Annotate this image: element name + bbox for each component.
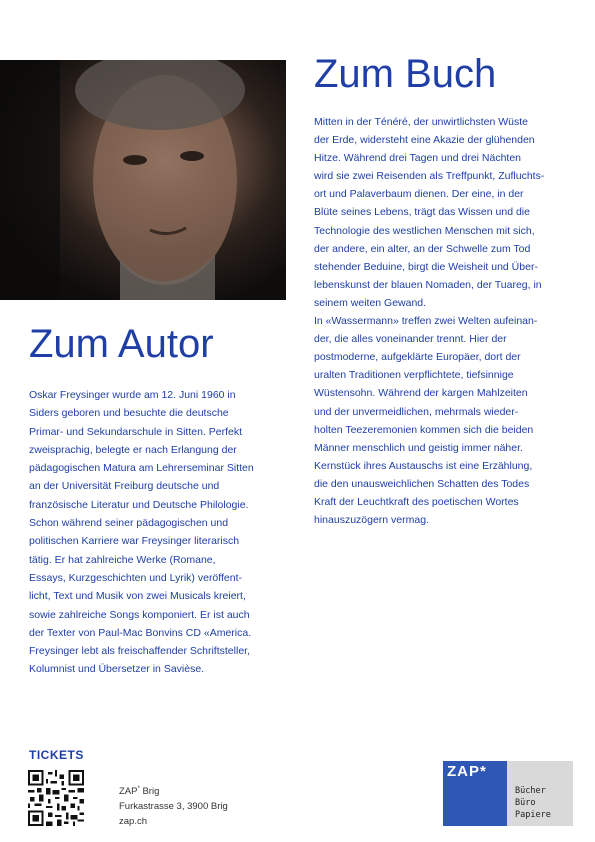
store-mark: * bbox=[137, 786, 140, 792]
book-text-line: Blüte seines Lebens, trägt das Wissen und die bbox=[314, 206, 530, 219]
book-text-line: Wüstensohn. Während der kargen Mahlzeiten bbox=[314, 387, 528, 400]
book-text-line: Kraft der Leuchtkraft des poetischen Wortes bbox=[314, 495, 519, 508]
author-text-line: Schon während seiner pädagogischen und bbox=[29, 517, 229, 530]
book-text-line: In «Wassermann» treffen zwei Welten aufeinan- bbox=[314, 315, 538, 328]
qr-code-icon bbox=[28, 770, 84, 826]
tickets-heading: TICKETS bbox=[29, 748, 84, 762]
store-website-link[interactable]: zap.ch bbox=[119, 816, 147, 828]
logo-word: Büro bbox=[515, 798, 536, 808]
book-text-line: Hitze. Während drei Tagen und drei Nächten bbox=[314, 152, 522, 165]
author-text-line: tätig. Er hat zahlreiche Werke (Romane, bbox=[29, 553, 216, 566]
book-text-line: und der unvermeidlichen, mehrmals wieder- bbox=[314, 405, 519, 418]
author-text-line: licht, Text und Musik von zwei Musicals kreiert, bbox=[29, 590, 246, 603]
logo-word: Bücher bbox=[515, 786, 546, 796]
book-text-line: der Erde, widersteht eine Akazie der glühenden bbox=[314, 134, 535, 147]
book-text-line: holten Teezeremonien kommen sich die beiden bbox=[314, 423, 534, 436]
author-text-line: Oskar Freysinger wurde am 12. Juni 1960 in bbox=[29, 389, 236, 401]
zap-logo bbox=[443, 761, 573, 826]
book-text-line: Technologie des westlichen Menschen mit sich, bbox=[314, 224, 535, 237]
author-text-line: der Texter von Paul-Mac Bonvins CD «America. bbox=[29, 626, 252, 639]
ticket-address bbox=[119, 782, 228, 829]
book-text-line: Kernstück ihres Austauschs ist eine Erzählung, bbox=[314, 459, 533, 472]
author-portrait bbox=[0, 60, 286, 300]
author-biography bbox=[29, 386, 275, 679]
author-text-line: sowie zahlreiche Songs komponiert. Er ist auch bbox=[29, 608, 250, 621]
author-heading: Zum Autor bbox=[29, 322, 214, 366]
book-text-line: der andere, ein alter, an der Schwelle zum Tod bbox=[314, 242, 531, 255]
author-text-line: Primar- und Sekundarschule in Sitten. Perfekt bbox=[29, 425, 243, 438]
author-text-line: Kolumnist und Übersetzer in Savièse. bbox=[29, 663, 205, 676]
author-text-line: Siders geboren und besuchte die deutsche bbox=[29, 407, 229, 420]
store-city: Brig bbox=[142, 786, 160, 798]
store-street: Furkastrasse 3, 3900 Brig bbox=[119, 801, 228, 813]
book-text-line: Männer menschlich und geistig immer näher. bbox=[314, 441, 523, 454]
book-text-line: Mitten in der Ténéré, der unwirtlichsten Wüste bbox=[314, 116, 528, 128]
logo-mark: ZAP* bbox=[447, 763, 487, 780]
logo-word: Papiere bbox=[515, 810, 551, 820]
book-text-line: postmoderne, aufgeklärte Europäer, dort der bbox=[314, 351, 521, 364]
author-text-line: zweisprachig, belegte er nach Erlangung der bbox=[29, 443, 237, 456]
logo-words-panel bbox=[507, 761, 573, 826]
logo-mark-panel bbox=[443, 761, 507, 826]
author-text-line: politischen Karriere war Freysinger literarisch bbox=[29, 535, 240, 548]
store-name-line bbox=[119, 782, 228, 799]
author-text-line: an der Universität Freiburg deutsche und bbox=[29, 480, 220, 493]
book-text-line: uralten Traditionen verpflichtete, tiefsinnige bbox=[314, 369, 514, 382]
book-text-line: stehender Beduine, birgt die Weisheit und Über- bbox=[314, 260, 538, 273]
book-text-line: wird sie zwei Reisenden als Treffpunkt, Zufluchts- bbox=[314, 170, 545, 183]
book-text-line: seinem weiten Gewand. bbox=[314, 296, 427, 309]
book-text-line: hinauszuzögern vermag. bbox=[314, 514, 429, 527]
book-text-line: die den unausweichlichen Schatten des Todes bbox=[314, 477, 530, 490]
book-text-line: lebenskunst der blauen Nomaden, der Tuareg, in bbox=[314, 278, 542, 291]
store-name: ZAP bbox=[119, 786, 138, 798]
author-text-line: Essays, Kurzgeschichten und Lyrik) veröffent- bbox=[29, 571, 243, 584]
author-text-line: französische Literatur und Deutsche Philologie. bbox=[29, 498, 249, 511]
portrait-illustration bbox=[0, 60, 286, 300]
author-text-line: pädagogischen Matura am Lehrerseminar Sitten bbox=[29, 462, 254, 475]
author-text-line: Freysinger lebt als freischaffender Schriftsteller, bbox=[29, 645, 250, 658]
book-text-line: ort und Palaverbaum dienen. Der eine, in der bbox=[314, 188, 524, 201]
book-description bbox=[314, 113, 576, 529]
book-text-line: der, die alles voneinander trennt. Hier der bbox=[314, 333, 507, 346]
book-heading: Zum Buch bbox=[314, 52, 497, 96]
